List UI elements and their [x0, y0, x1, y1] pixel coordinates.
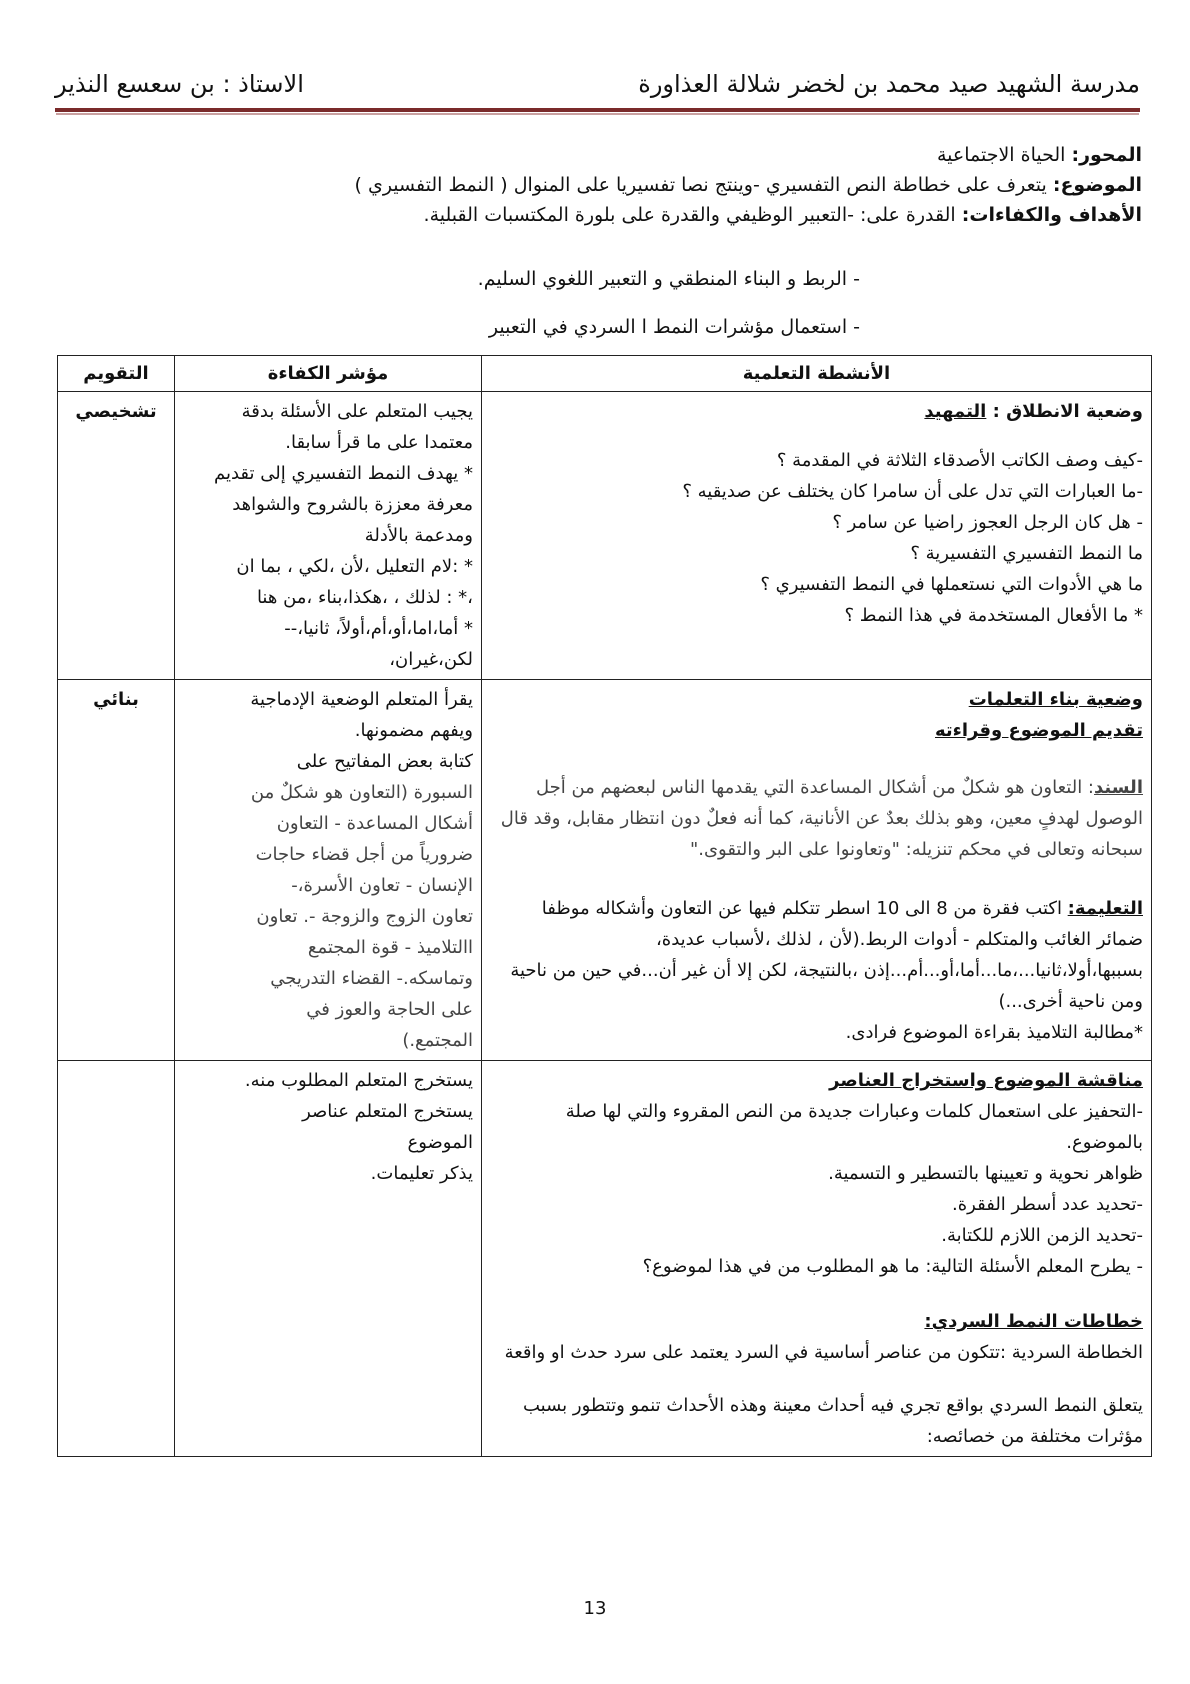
indicator-line: المجتمع.)	[402, 1030, 473, 1051]
lesson-table	[57, 355, 1152, 1457]
discussion-line: - يطرح المعلم الأسئلة التالية: ما هو المطلوب من في هذا لموضوع؟	[642, 1256, 1143, 1277]
schema-text: يتعلق النمط السردي بواقع تجري فيه أحداث معينة وهذه الأحداث تنمو وتتطور بسبب مؤثرات مختلفة من خصائصه:	[523, 1395, 1143, 1447]
teacher-name: الاستاذ : بن سعسع النذير	[55, 70, 304, 98]
activities-cell	[482, 1061, 1152, 1457]
axis-line	[42, 140, 1142, 170]
activity-line: * ما الأفعال المستخدمة في هذا النمط ؟	[844, 605, 1143, 626]
indicator-line: يجيب المتعلم على الأسئلة بدقة	[241, 401, 473, 422]
goals-label: الأهداف والكفاءات:	[961, 204, 1142, 226]
indicator-line: لكن،غيران،	[389, 649, 473, 670]
topic-value: يتعرف على خطاطة النص التفسيري -وينتج نصا تفسيريا على المنوال ( النمط التفسيري )	[354, 174, 1053, 196]
activities-cell	[482, 392, 1152, 680]
axis-value: الحياة الاجتماعية	[936, 144, 1072, 166]
discussion-line: -التحفيز على استعمال كلمات وعبارات جديدة من النص المقروء والتي لها صلة بالموضوع.	[565, 1101, 1143, 1153]
activities-cell	[482, 680, 1152, 1061]
indicator-line: معرفة معززة بالشروح والشواهد	[232, 494, 473, 515]
topic-label: الموضوع:	[1052, 174, 1142, 196]
instruction-paragraph	[490, 893, 1143, 1017]
goals-line	[42, 200, 1142, 230]
indicator-line: * يهدف النمط التفسيري إلى تقديم	[213, 463, 473, 484]
schema-title: خطاطات النمط السردي:	[924, 1311, 1143, 1332]
header-evaluation: التقويم	[58, 356, 175, 392]
indicator-line: وتماسكه.- القضاء التدريجي	[270, 968, 473, 989]
indicator-line: يذكر تعليمات.	[370, 1163, 473, 1184]
page-header	[55, 70, 1140, 110]
schema-text: الخطاطة السردية :تتكون من عناصر أساسية في السرد يعتمد على سرد حدث او واقعة	[504, 1342, 1143, 1363]
activity-line: -ما العبارات التي تدل على أن سامرا كان يختلف عن صديقيه ؟	[682, 481, 1143, 502]
evaluation-cell	[58, 1061, 175, 1457]
instruction-extra: *مطالبة التلاميذ بقراءة الموضوع فرادى.	[845, 1022, 1143, 1043]
indicator-cell	[175, 392, 482, 680]
indicator-line: الإنسان - تعاون الأسرة،-	[291, 875, 473, 896]
goals-value: القدرة على: -التعبير الوظيفي والقدرة على بلورة المكتسبات القبلية.	[423, 204, 962, 226]
indicator-line: ومدعمة بالأدلة	[364, 525, 473, 546]
sanad-label: السند	[1094, 777, 1143, 798]
discussion-line: -تحديد الزمن اللازم للكتابة.	[941, 1225, 1143, 1246]
evaluation-cell: بنائي	[58, 680, 175, 1061]
indicator-line: االتلاميذ - قوة المجتمع	[307, 937, 473, 958]
indicator-line: يستخرج المتعلم عناصر	[302, 1101, 473, 1122]
topic-line	[42, 170, 1142, 200]
table-row	[58, 392, 1152, 680]
page-number: 13	[583, 1598, 607, 1619]
indicator-line: يقرأ المتعلم الوضعية الإدماجية	[250, 689, 473, 710]
indicator-line: كتابة بعض المفاتيح على	[296, 751, 473, 772]
indicator-line: يستخرج المتعلم المطلوب منه.	[244, 1070, 473, 1091]
indicator-cell	[175, 1061, 482, 1457]
indicator-line: أشكال المساعدة - التعاون	[276, 813, 473, 834]
indicator-line: ضرورياً من أجل قضاء حاجات	[255, 844, 473, 865]
lesson-intro	[42, 140, 1142, 230]
indicator-line: ،* : لذلك ، ،هكذا،بناء ،من هنا	[256, 587, 473, 608]
sanad-paragraph	[490, 772, 1143, 865]
indicator-line: * :لام التعليل ،لأن ،لكي ، بما ان	[236, 556, 473, 577]
indicator-line: الموضوع	[407, 1132, 473, 1153]
evaluation-cell: تشخيصي	[58, 392, 175, 680]
header-divider	[55, 108, 1140, 112]
indicator-line: معتمدا على ما قرأ سابقا.	[285, 432, 473, 453]
section-title: مناقشة الموضوع واستخراج العناصر	[829, 1070, 1143, 1091]
instruction-label: التعليمة:	[1067, 898, 1143, 919]
indicator-line: على الحاجة والعوز في	[306, 999, 473, 1020]
goal-bullet: - استعمال مؤشرات النمط ا السردي في التعبير	[488, 316, 860, 338]
sanad-text: : التعاون هو شكلٌ من أشكال المساعدة التي يقدمها الناس لبعضهم من أجل الوصول لهدفٍ معين، وهو بذلك بعدٌ عن الأنانية، كما أنه فعلٌ دون انتظار مقابل، وقد قال سبحانه وتعالى في محكم تنزيله: "وتعاونوا على البر والتقوى."	[500, 777, 1143, 860]
activity-line: -كيف وصف الكاتب الأصدقاء الثلاثة في المقدمة ؟	[776, 450, 1143, 471]
activity-title: وضعية الانطلاق : التمهيد	[924, 401, 1143, 422]
discussion-line: ظواهر نحوية و تعيينها بالتسطير و التسمية.	[828, 1163, 1143, 1184]
indicator-line: ويفهم مضمونها.	[354, 720, 473, 741]
goal-bullet: - الربط و البناء المنطقي و التعبير اللغوي السليم.	[477, 268, 860, 290]
header-activities: الأنشطة التعلمية	[482, 356, 1152, 392]
instruction-text: اكتب فقرة من 8 الى 10 اسطر تتكلم فيها عن التعاون وأشكاله موظفا ضمائر الغائب والمتكلم - أدوات الربط.(لأن ، لذلك ،لأسباب عديدة، بسببها،أولا،ثانيا...،ما...أما،أو...أم...إذن ،بالنتيجة، لكن إلا أن غير أن...في حين من ناحية ومن ناحية أخرى...)	[510, 898, 1143, 1012]
indicator-line: تعاون الزوج والزوجة -. تعاون	[256, 906, 473, 927]
axis-label: المحور:	[1071, 144, 1142, 166]
activity-line: ما هي الأدوات التي نستعملها في النمط التفسيري ؟	[760, 574, 1143, 595]
goals-bullets	[478, 255, 860, 351]
discussion-line: -تحديد عدد أسطر الفقرة.	[952, 1194, 1143, 1215]
school-name: مدرسة الشهيد صيد محمد بن لخضر شلالة العذاورة	[638, 70, 1140, 98]
table-row	[58, 680, 1152, 1061]
section-title: تقديم الموضوع وقراءته	[935, 720, 1143, 741]
activity-line: ما النمط التفسيري التفسيرية ؟	[910, 543, 1143, 564]
section-title: وضعية بناء التعلمات	[968, 689, 1143, 710]
indicator-cell	[175, 680, 482, 1061]
table-header-row	[58, 356, 1152, 392]
table-row	[58, 1061, 1152, 1457]
header-indicator: مؤشر الكفاءة	[175, 356, 482, 392]
indicator-line: السبورة (التعاون هو شكلٌ من	[250, 782, 473, 803]
indicator-line: * أما،اما،أو،أم،أولاً، ثانيا،--	[284, 618, 473, 639]
activity-line: - هل كان الرجل العجوز راضيا عن سامر ؟	[832, 512, 1143, 533]
